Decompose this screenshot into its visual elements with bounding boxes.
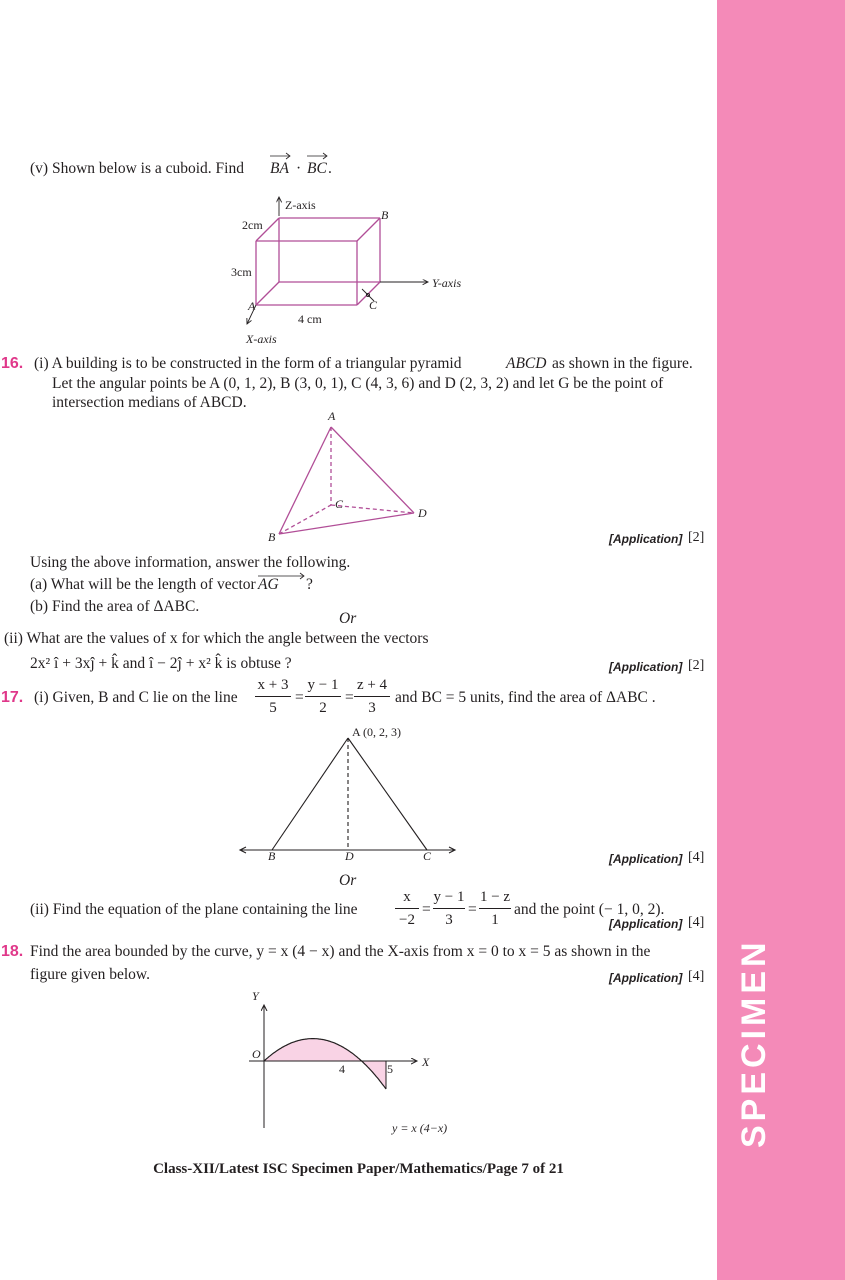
q17-f1-num: x + 3 (257, 677, 289, 693)
q18-marks: [4] (688, 969, 705, 984)
q17-ii-tag: [Application] (609, 917, 683, 931)
q17-ii-text: (ii) Find the equation of the plane containing the line (30, 901, 358, 918)
q16-intro: Using the above information, answer the following. (30, 554, 351, 571)
q15v-vec-ba: BA (270, 160, 289, 177)
q17-text-b: and BC = 5 units, find the area of ΔABC . (395, 689, 656, 706)
q17-f3-bar (354, 696, 390, 697)
q17-g1-den: −2 (399, 912, 415, 928)
triangle-figure (240, 738, 455, 853)
q16-line2: Let the angular points be A (0, 1, 2), B (3, 0, 1), C (4, 3, 6) and D (2, 3, 2) and let G be the point of (52, 375, 664, 392)
graph-tick-5: 5 (387, 1062, 393, 1076)
x-axis-label: X-axis (246, 332, 277, 346)
specimen-label: SPECIMEN (735, 938, 773, 1148)
triangle-label-a: A (0, 2, 3) (352, 725, 401, 739)
q15v-vec-bc: BC (307, 160, 327, 177)
q17-f2-bar (305, 696, 341, 697)
q16-number: 16. (1, 355, 24, 372)
q17-ii-text-b: and the point (− 1, 0, 2). (514, 901, 665, 918)
triangle-label-b: B (268, 849, 276, 863)
q16-part-a-end: ? (306, 576, 313, 593)
q17-marks: [4] (688, 850, 705, 865)
triangle-label-d: D (345, 849, 354, 863)
q16-line1c: as shown in the figure. (552, 355, 693, 372)
q18-line2: figure given below. (30, 966, 150, 983)
q17-eq4: = (468, 901, 477, 918)
q17-eq2: = (345, 689, 354, 706)
q17-f1-den: 5 (269, 700, 277, 716)
q17-f1-bar (255, 696, 291, 697)
graph-label-o: O (252, 1047, 261, 1061)
q17-g2-den: 3 (445, 912, 453, 928)
q16-tag: [Application] (609, 532, 683, 546)
q16-part-a: (a) What will be the length of vector (30, 576, 256, 593)
cuboid-label-c: C (369, 298, 378, 312)
graph-label-y: Y (252, 989, 259, 1003)
q17-f3-den: 3 (368, 700, 376, 716)
q17-f2-num: y − 1 (307, 677, 339, 693)
cuboid-dim-3cm: 3cm (231, 265, 252, 279)
q16-line1b: ABCD (506, 355, 547, 372)
cuboid-dim-2cm: 2cm (242, 218, 263, 232)
q16-part-b: (b) Find the area of ΔABC. (30, 598, 200, 615)
q16-line1a: (i) A building is to be constructed in the form of a triangular pyramid (34, 355, 462, 372)
q16-marks: [2] (688, 530, 705, 545)
q18-number: 18. (1, 943, 24, 960)
q15v-end: . (328, 160, 332, 177)
q17-g3-num: 1 − z (479, 889, 511, 905)
q17-or: Or (339, 872, 357, 889)
vector-arrows (270, 153, 327, 159)
q16-part-a-vec: AG (258, 576, 279, 593)
q17-f2-den: 2 (319, 700, 327, 716)
pyramid-label-b: B (268, 530, 276, 544)
q16-ii-line1: (ii) What are the values of x for which the angle between the vectors (4, 630, 429, 647)
cuboid-label-b: B (381, 208, 389, 222)
q18-tag: [Application] (609, 971, 683, 985)
q16-or: Or (339, 610, 357, 627)
q17-number: 17. (1, 689, 24, 706)
q16-line3: intersection medians of ABCD. (52, 394, 247, 411)
graph-curve-label: y = x (4−x) (392, 1121, 448, 1135)
q18-line1: Find the area bounded by the curve, y = x (4 − x) and the X-axis from x = 0 to x = 5 as shown in the (30, 943, 651, 960)
page-footer: Class-XII/Latest ISC Specimen Paper/Mathematics/Page 7 of 21 (153, 1161, 564, 1177)
q17-text-a: (i) Given, B and C lie on the line (34, 689, 238, 706)
q17-eq1: = (295, 689, 304, 706)
q17-g3-bar (479, 908, 511, 909)
q17-eq3: = (422, 901, 431, 918)
graph-label-x: X (422, 1055, 430, 1069)
q17-g2-bar (433, 908, 465, 909)
pyramid-label-c: C (335, 497, 344, 511)
cuboid-label-a: A (248, 299, 256, 313)
q17-g1-bar (395, 908, 419, 909)
q16-ii-tag: [Application] (609, 660, 683, 674)
q16-ii-marks: [2] (688, 658, 705, 673)
pyramid-figure (279, 427, 414, 534)
q17-g3-den: 1 (491, 912, 499, 928)
triangle-label-c: C (423, 849, 432, 863)
q17-g1-num: x (403, 889, 411, 905)
q17-ii-marks: [4] (688, 915, 705, 930)
cuboid-figure (256, 218, 380, 305)
q15v-dot: · (296, 160, 302, 177)
q17-f3-num: z + 4 (356, 677, 388, 693)
graph-tick-4: 4 (339, 1062, 345, 1076)
y-axis-label: Y-axis (432, 276, 462, 290)
q17-tag: [Application] (609, 852, 683, 866)
pyramid-label-a: A (328, 409, 336, 423)
q17-g2-num: y − 1 (433, 889, 465, 905)
pyramid-label-d: D (418, 506, 427, 520)
z-axis-label: Z-axis (285, 198, 316, 212)
q15v-text: (v) Shown below is a cuboid. Find (30, 160, 244, 177)
cuboid-dim-4cm: 4 cm (298, 312, 322, 326)
q16-ii-line2: 2x² î + 3xĵ + k̂ and î − 2ĵ + x² k̂ is obtuse ? (30, 655, 292, 672)
